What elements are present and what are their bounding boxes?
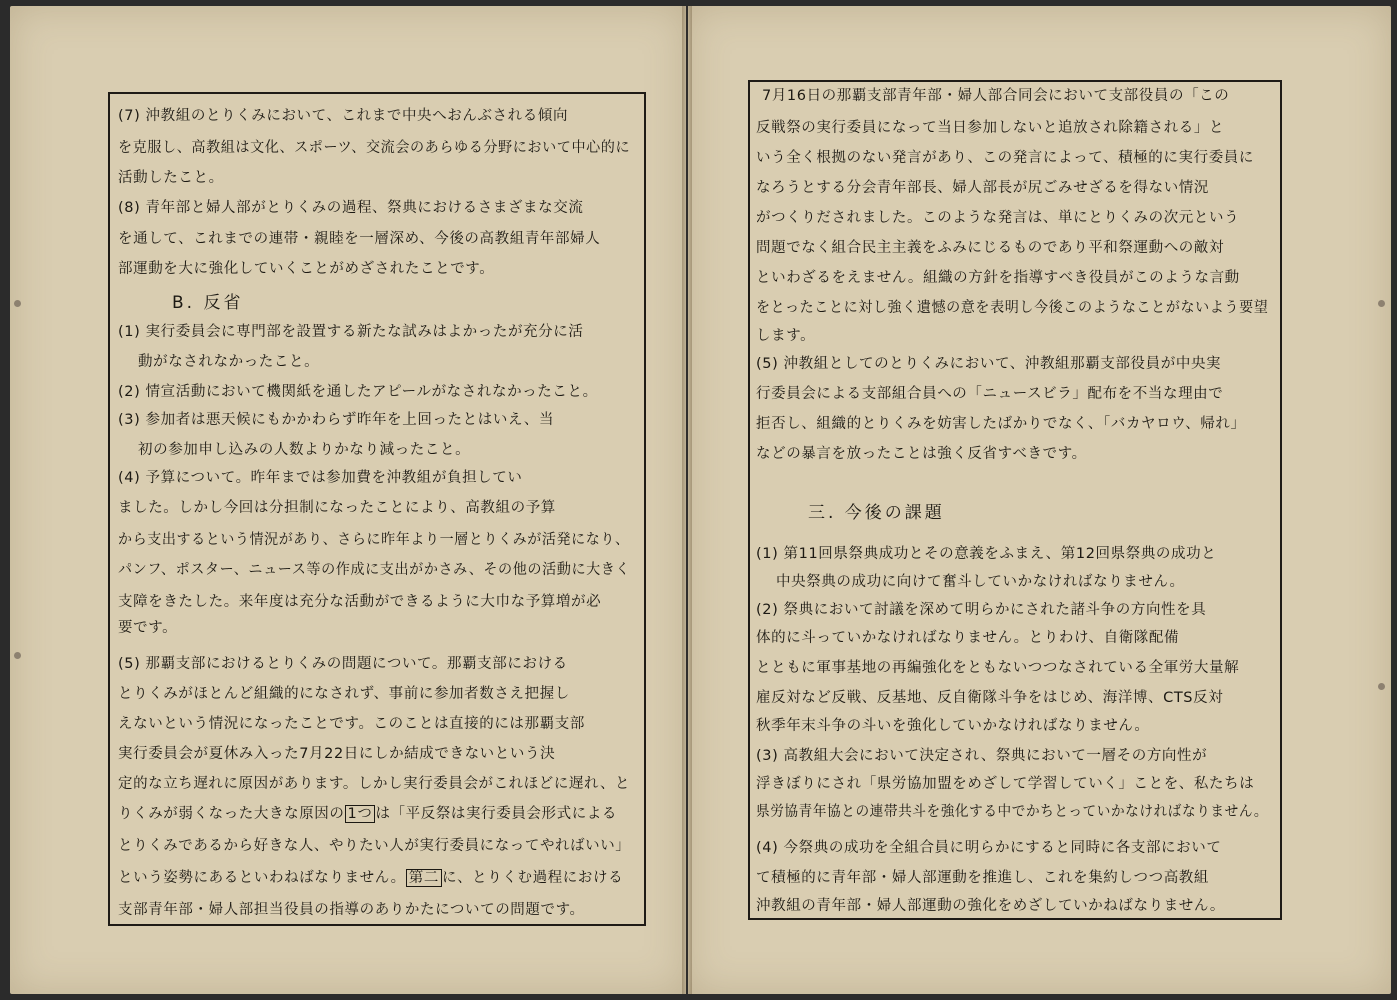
text-line: などの暴言を放ったことは強く反省すべきです。 <box>756 446 1087 462</box>
text-line: を克服し、高教組は文化、スポーツ、交流会のあらゆる分野において中心的に <box>118 140 631 156</box>
right-page-text <box>756 0 1276 1000</box>
book-gutter <box>682 6 692 994</box>
binding-hole <box>1378 683 1385 690</box>
text-line: (4) 今祭典の成功を全組合員に明らかにすると同時に各支部において <box>756 840 1222 856</box>
text-segment: りくみが弱くなった大きな原因の <box>118 806 345 822</box>
section-heading: 三. 今後の課題 <box>808 503 945 523</box>
text-line: 初の参加申し込みの人数よりかなり減ったこと。 <box>138 442 471 458</box>
text-line: (3) 高教組大会において決定され、祭典において一層その方向性が <box>756 748 1208 764</box>
text-line: (8) 青年部と婦人部がとりくみの過程、祭典におけるさまざまな交流 <box>118 200 584 216</box>
boxed-label: 第二 <box>406 869 442 887</box>
binding-hole <box>14 300 21 307</box>
text-line: パンフ、ポスター、ニュース等の作成に支出がかさみ、その他の活動に大きく <box>118 562 631 578</box>
text-line: いう全く根拠のない発言があり、この発言によって、積極的に実行委員に <box>756 150 1255 166</box>
text-line: 反戦祭の実行委員になって当日参加しないと追放され除籍される」と <box>756 120 1225 136</box>
text-line: て積極的に青年部・婦人部運動を推進し、これを集約しつつ高教組 <box>756 870 1209 886</box>
text-line: 支障をきたした。来年度は充分な活動ができるように大巾な予算増が必 <box>118 594 602 610</box>
text-line <box>118 802 617 823</box>
section-heading: B. 反省 <box>172 293 244 313</box>
text-line: 実行委員会が夏休み入った7月22日にしか結成できないという決 <box>118 746 556 762</box>
text-line: (5) 那覇支部におけるとりくみの問題について。那覇支部における <box>118 656 568 672</box>
text-line: がつくりだされました。このような発言は、単にとりくみの次元という <box>756 210 1240 226</box>
text-line: 秋季年末斗争の斗いを強化していかなければなりません。 <box>756 718 1150 734</box>
text-line: 沖教組の青年部・婦人部運動の強化をめざしていかねばなりません。 <box>756 898 1225 914</box>
text-line: 要です。 <box>118 620 178 636</box>
text-line: とりくみであるから好きな人、やりたい人が実行委員になってやればいい」 <box>118 838 631 854</box>
binding-hole <box>1378 300 1385 307</box>
text-line: 動がなされなかったこと。 <box>138 354 320 370</box>
text-line: とともに軍事基地の再編強化をともないつつなされている全軍労大量解 <box>756 660 1240 676</box>
text-segment: という姿勢にあるといわねばなりません。 <box>118 870 406 886</box>
text-line: 7月16日の那覇支部青年部・婦人部合同会において支部役員の「この <box>762 88 1230 104</box>
text-line: えないという情況になったことです。このことは直接的には那覇支部 <box>118 716 585 732</box>
text-line: から支出するという情況があり、さらに昨年より一層とりくみが活発になり、 <box>118 532 630 548</box>
text-line: 支部青年部・婦人部担当役員の指導のありかたについての問題です。 <box>118 902 585 918</box>
text-line: といわざるをえません。組織の方針を指導すべき役員がこのような言動 <box>756 270 1240 286</box>
text-line: 体的に斗っていかなければなりません。とりわけ、自衛隊配備 <box>756 630 1180 646</box>
text-segment: に、とりくむ過程における <box>441 870 624 886</box>
text-line: (5) 沖教組としてのとりくみにおいて、沖教組那覇支部役員が中央実 <box>756 356 1222 372</box>
text-line: (2) 情宣活動において機関紙を通したアピールがなされなかったこと。 <box>118 384 598 400</box>
text-line: 浮きぼりにされ「県労協加盟をめざして学習していく」ことを、私たちは <box>756 776 1255 792</box>
text-line: (1) 実行委員会に専門部を設置する新たな試みはよかったが充分に活 <box>118 324 584 340</box>
text-line: (7) 沖教組のとりくみにおいて、これまで中央へおんぶされる傾向 <box>118 108 569 124</box>
text-line: を通して、これまでの連帯・親睦を一層深め、今後の高教組青年部婦人 <box>118 231 601 247</box>
text-line: をとったことに対し強く遺憾の意を表明し今後このようなことがないよう要望 <box>756 300 1269 316</box>
text-line: なろうとする分会青年部長、婦人部長が尻ごみせざるを得ない情況 <box>756 180 1209 196</box>
text-line: 問題でなく組合民主主義をふみにじるものであり平和祭運動への敵対 <box>756 240 1225 256</box>
text-line: (3) 参加者は悪天候にもかかわらず昨年を上回ったとはいえ、当 <box>118 412 555 428</box>
binding-hole <box>14 652 21 659</box>
text-line: とりくみがほとんど組織的になされず、事前に参加者数さえ把握し <box>118 686 570 702</box>
text-line: 県労協青年協との連帯共斗を強化する中でかちとっていかなければなりません。 <box>756 804 1269 820</box>
text-line: 部運動を大に強化していくことがめざされたことです。 <box>118 261 495 277</box>
text-segment: は「平反祭は実行委員会形式による <box>375 806 618 822</box>
text-line: (4) 予算について。昨年までは参加費を沖教組が負担してい <box>118 470 523 486</box>
left-page-text <box>118 0 638 1000</box>
text-line: 活動したこと。 <box>118 170 224 186</box>
text-line: 中央祭典の成功に向けて奮斗していかなければなりません。 <box>776 574 1185 590</box>
text-line <box>118 866 623 887</box>
text-line: します。 <box>756 328 816 344</box>
boxed-label: 1つ <box>345 805 376 823</box>
text-line: ました。しかし今回は分担制になったことにより、高教組の予算 <box>118 500 556 516</box>
text-line: 定的な立ち遅れに原因があります。しかし実行委員会がこれほどに遅れ、と <box>118 776 631 792</box>
text-line: 雇反対など反戦、反基地、反自衛隊斗争をはじめ、海洋博、CTS反対 <box>756 690 1224 706</box>
text-line: (1) 第11回県祭典成功とその意義をふまえ、第12回県祭典の成功と <box>756 546 1217 562</box>
text-line: (2) 祭典において討議を深めて明らかにされた諸斗争の方向性を具 <box>756 602 1207 618</box>
text-line: 拒否し、組織的とりくみを妨害したばかりでなく、「バカヤロウ、帰れ」 <box>756 416 1246 432</box>
text-line: 行委員会による支部組合員への「ニュースビラ」配布を不当な理由で <box>756 386 1224 402</box>
